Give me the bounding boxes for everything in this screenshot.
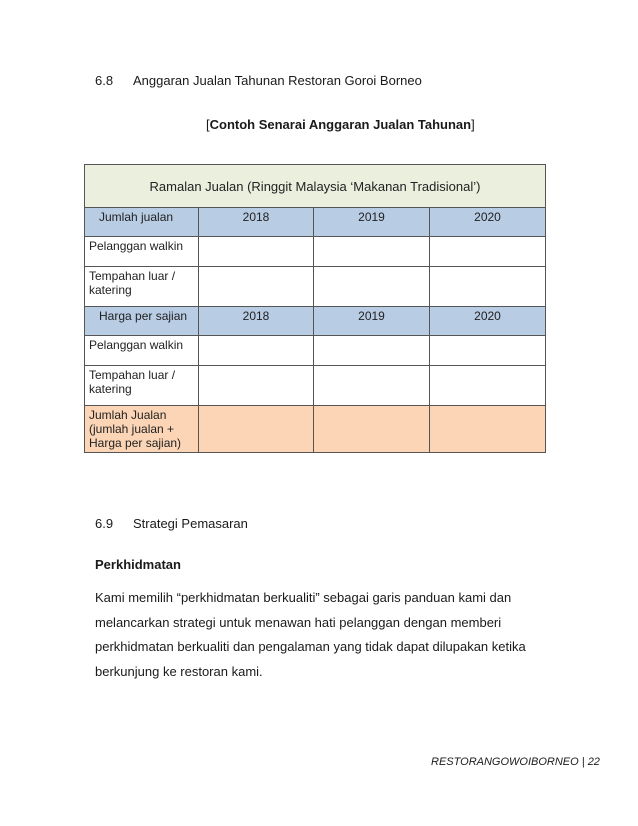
total-row — [85, 406, 546, 453]
page-footer — [431, 756, 600, 768]
table-cell — [199, 406, 314, 453]
table-cell — [430, 267, 546, 307]
table-cell — [199, 336, 314, 366]
body-paragraph: Kami memilih “perkhidmatan berkualiti” sebagai garis panduan kami dan melancarkan strategi untuk menawan hati pelanggan dengan memberi perkhidmatan berkualiti dan pengalaman yang tidak dapat dilupakan ketika berkunjung ke restoran kami. — [95, 590, 526, 679]
section-number: 6.8 — [95, 73, 114, 88]
caption-text: Contoh Senarai Anggaran Jualan Tahunan — [209, 117, 472, 132]
section-number: 6.9 — [95, 516, 114, 531]
table-cell — [314, 237, 430, 267]
table-cell — [314, 366, 430, 406]
page-number: 22 — [587, 756, 600, 768]
table-cell: 2018 — [199, 307, 314, 336]
caption-open-bracket: [ — [206, 117, 210, 132]
section-title: Anggaran Jualan Tahunan Restoran Goroi Borneo — [133, 73, 422, 88]
table-cell: Harga per sajian — [85, 307, 199, 336]
table-row — [85, 237, 546, 267]
table-row — [85, 336, 546, 366]
table-cell — [199, 237, 314, 267]
table-cell: 2020 — [430, 307, 546, 336]
table-cell: Jumlah jualan — [85, 208, 199, 237]
table-cell — [314, 336, 430, 366]
table-cell — [199, 267, 314, 307]
table-row — [85, 267, 546, 307]
table-cell: Tempahan luar / katering — [85, 366, 199, 406]
table-cell: 2020 — [430, 208, 546, 237]
table-cell: 2019 — [314, 208, 430, 237]
section-title: Strategi Pemasaran — [133, 516, 248, 531]
table-caption — [206, 117, 475, 132]
footer-separator: | — [581, 756, 585, 768]
table-cell: Pelanggan walkin — [85, 336, 199, 366]
footer-name: RESTORANGOWOIBORNEO — [431, 756, 579, 768]
table-cell: Tempahan luar / katering — [85, 267, 199, 307]
table-cell — [314, 406, 430, 453]
sales-year-row — [85, 208, 546, 237]
table-cell: 2018 — [199, 208, 314, 237]
table-cell — [430, 237, 546, 267]
table-cell — [430, 336, 546, 366]
price-year-row — [85, 307, 546, 336]
table-cell: 2019 — [314, 307, 430, 336]
table-row — [85, 366, 546, 406]
subheading: Perkhidmatan — [95, 557, 181, 572]
table-cell — [314, 267, 430, 307]
sales-forecast-table — [84, 164, 546, 453]
table-cell — [430, 366, 546, 406]
table-cell — [199, 366, 314, 406]
table-cell — [430, 406, 546, 453]
table-header: Ramalan Jualan (Ringgit Malaysia ‘Makanan Tradisional’) — [85, 165, 546, 208]
table-cell: Pelanggan walkin — [85, 237, 199, 267]
table-cell: Jumlah Jualan (jumlah jualan + Harga per sajian) — [85, 406, 199, 453]
caption-close-bracket: ] — [471, 117, 475, 132]
